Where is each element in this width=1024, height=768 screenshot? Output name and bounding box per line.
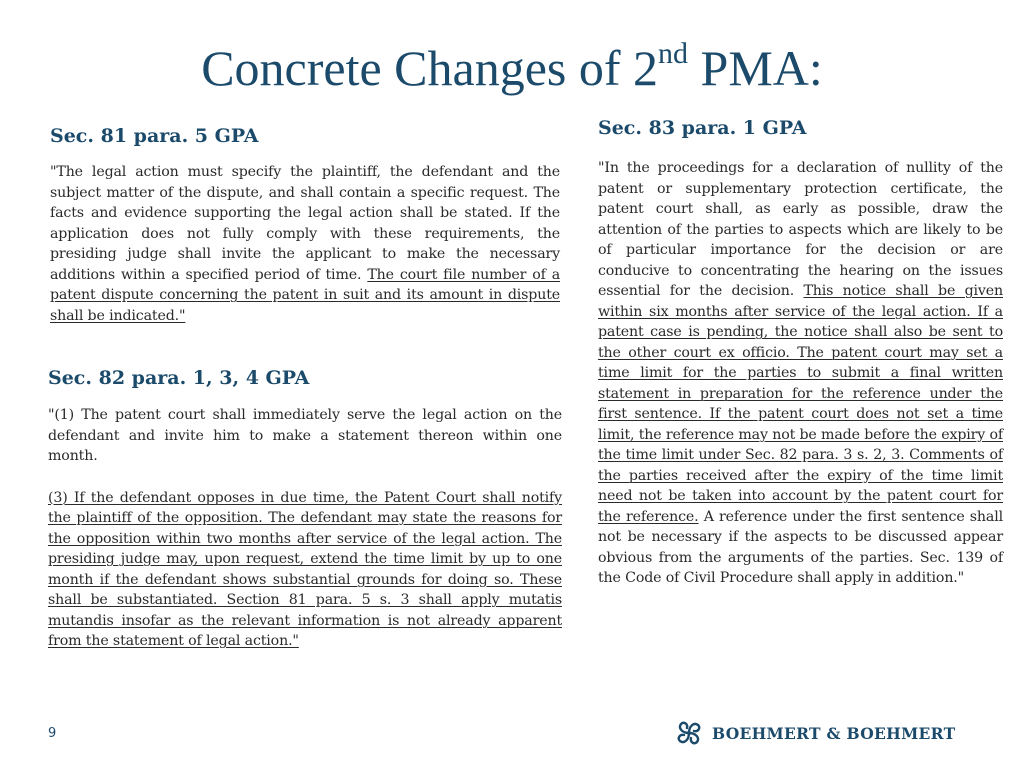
slide-title: [0, 37, 1024, 96]
sec81-text-plain: "The legal action must specify the plaintiff, the defendant and the subject matter of the dispute, and shall contain a specific request. The facts and evidence supporting the legal action shall be stated. If the application does not fully comply with these requirements, the presiding judge shall invite the applicant to make the necessary additions within a specified period of time.: [50, 164, 560, 283]
sec82-text: [48, 405, 562, 652]
company-logo: [672, 716, 955, 750]
title-superscript: nd: [658, 37, 689, 70]
sec82-para3: (3) If the defendant opposes in due time, the Patent Court shall notify the plaintiff of the opposition. The defendant may state the reasons for the opposition within two months after service of the legal action. The presiding judge may, upon request, extend the time limit by up to one month if the defendant shows substantial grounds for doing so. These shall be substantiated. Section 81 para. 5 s. 3 shall apply mutatis mutandis insofar as the relevant information is not already apparent from the statement of legal action.": [48, 489, 562, 649]
sec81-heading: Sec. 81 para. 5 GPA: [50, 125, 259, 147]
swirl-logo-icon: [672, 716, 706, 750]
page-number: 9: [48, 726, 57, 741]
title-main: Concrete Changes of 2: [201, 40, 659, 96]
sec83-text-plain-1: "In the proceedings for a declaration of nullity of the patent or supplementary protection certificate, the patent court shall, as early as possible, draw the attention of the parties to aspects which are likely to be of particular importance for the decision or are conducive to concentrating the hearing on the issues essential for the decision.: [598, 160, 1003, 299]
logo-text: BOEHMERT & BOEHMERT: [712, 723, 956, 743]
sec82-heading: Sec. 82 para. 1, 3, 4 GPA: [48, 367, 310, 389]
sec81-text-underlined: The court file number of a patent dispute concerning the patent in suit and its amount in dispute shall be indicated.": [50, 266, 560, 324]
sec83-text: [598, 158, 1003, 589]
sec83-heading: Sec. 83 para. 1 GPA: [598, 117, 807, 139]
sec82-para1: "(1) The patent court shall immediately serve the legal action on the defendant and invite him to make a statement thereon within one month.: [48, 407, 562, 464]
sec81-text: [50, 162, 560, 326]
sec83-text-underlined: This notice shall be given within six months after service of the legal action. If a patent case is pending, the notice shall also be sent to the other court ex officio. The patent court may set a time limit for the parties to submit a final written statement in preparation for the reference under the first sentence. If the patent court does not set a time limit, the reference may not be made before the expiry of the time limit under Sec. 82 para. 3 s. 2, 3. Comments of the parties received after the expiry of the time limit need not be taken into account by the patent court for the reference.: [598, 283, 1004, 525]
sec83-text-plain-2: A reference under the first sentence shall not be necessary if the aspects to be discussed appear obvious from the arguments of the parties. Sec. 139 of the Code of Civil Procedure shall apply in addition.": [598, 508, 1004, 586]
title-end: PMA:: [688, 40, 823, 96]
